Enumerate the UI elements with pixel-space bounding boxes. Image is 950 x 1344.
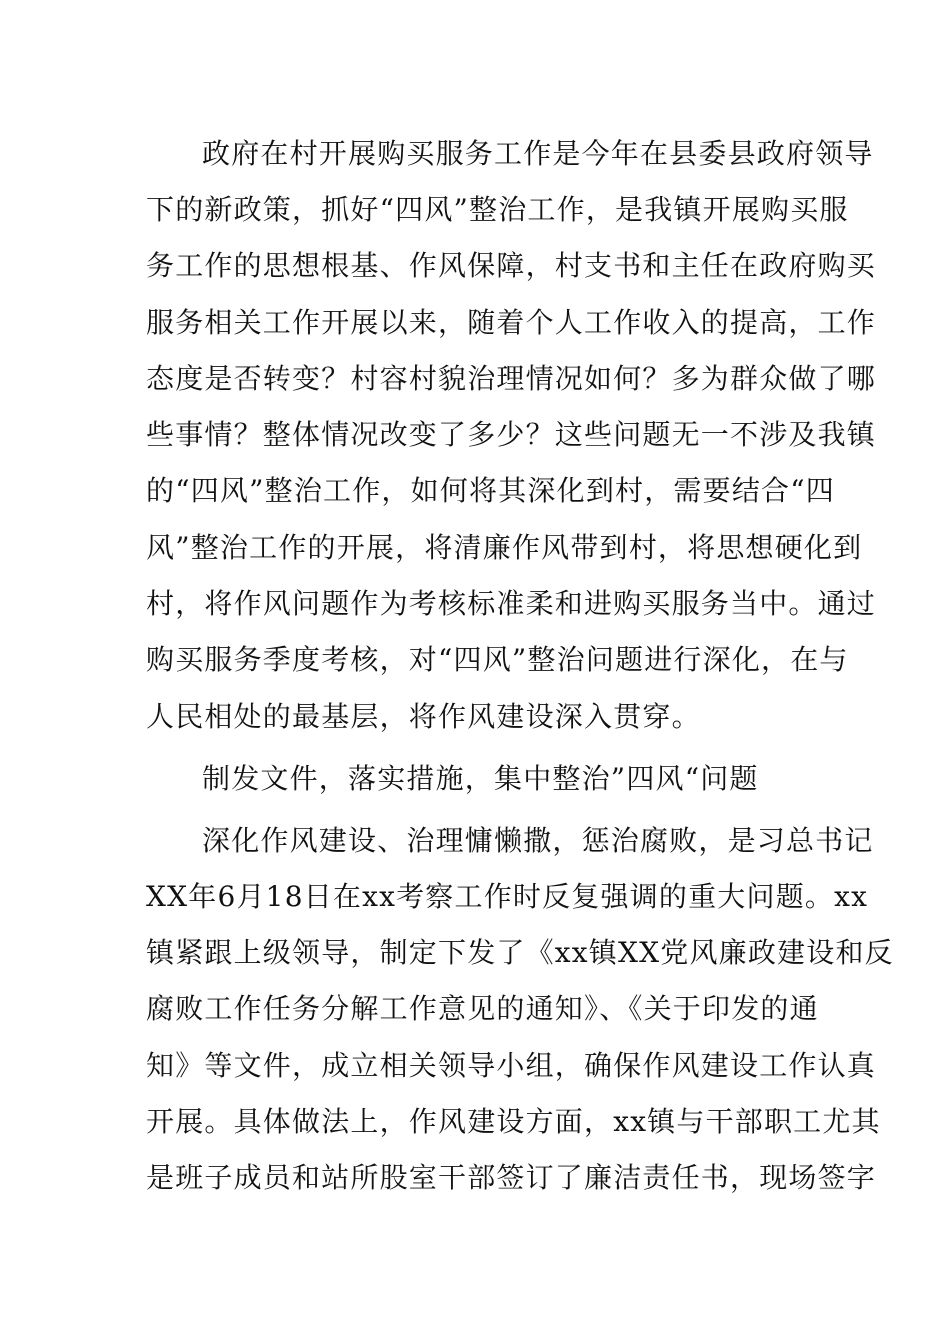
section-heading: 制发文件，落实措施，集中整治”四风“问题 (202, 762, 759, 795)
paragraph-line: 购买服务季度考核，对“四风”整治问题进行深化，在与 (146, 643, 849, 676)
paragraph-line: 务工作的思想根基、作风保障，村支书和主任在政府购买 (146, 249, 877, 282)
paragraph-line: 腐败工作任务分解工作意见的通知》、《关于印发的通 (146, 992, 819, 1025)
paragraph-line: 的“四风”整治工作，如何将其深化到村，需要结合“四 (146, 474, 835, 507)
paragraph-line: 镇紧跟上级领导，制定下发了《xx镇XX党风廉政建设和反 (146, 936, 894, 969)
paragraph-line: 政府在村开展购买服务工作是今年在县委县政府领导 (202, 137, 874, 170)
paragraph-line: 风”整治工作的开展，将清廉作风带到村，将思想硬化到 (146, 531, 863, 564)
paragraph-line: 村，将作风问题作为考核标准柔和进购买服务当中。通过 (146, 587, 877, 620)
paragraph-line: 人民相处的最基层，将作风建设深入贯穿。 (146, 700, 701, 733)
paragraph-line: 开展。具体做法上，作风建设方面，xx镇与干部职工尤其 (146, 1105, 881, 1138)
paragraph-line: 是班子成员和站所股室干部签订了廉洁责任书，现场签字 (146, 1161, 877, 1194)
paragraph-line: 下的新政策，抓好“四风”整治工作，是我镇开展购买服 (146, 193, 849, 226)
paragraph-line: 态度是否转变？村容村貌治理情况如何？多为群众做了哪 (146, 362, 877, 395)
paragraph-line: 些事情？整体情况改变了多少？这些问题无一不涉及我镇 (146, 418, 877, 451)
paragraph-line: 服务相关工作开展以来，随着个人工作收入的提高，工作 (146, 306, 877, 339)
paragraph-line: 深化作风建设、治理慵懒撒，惩治腐败，是习总书记 (202, 824, 874, 857)
paragraph-line: 知》等文件，成立相关领导小组，确保作风建设工作认真 (146, 1049, 877, 1082)
paragraph-line: XX年6月18日在xx考察工作时反复强调的重大问题。xx (146, 880, 869, 913)
